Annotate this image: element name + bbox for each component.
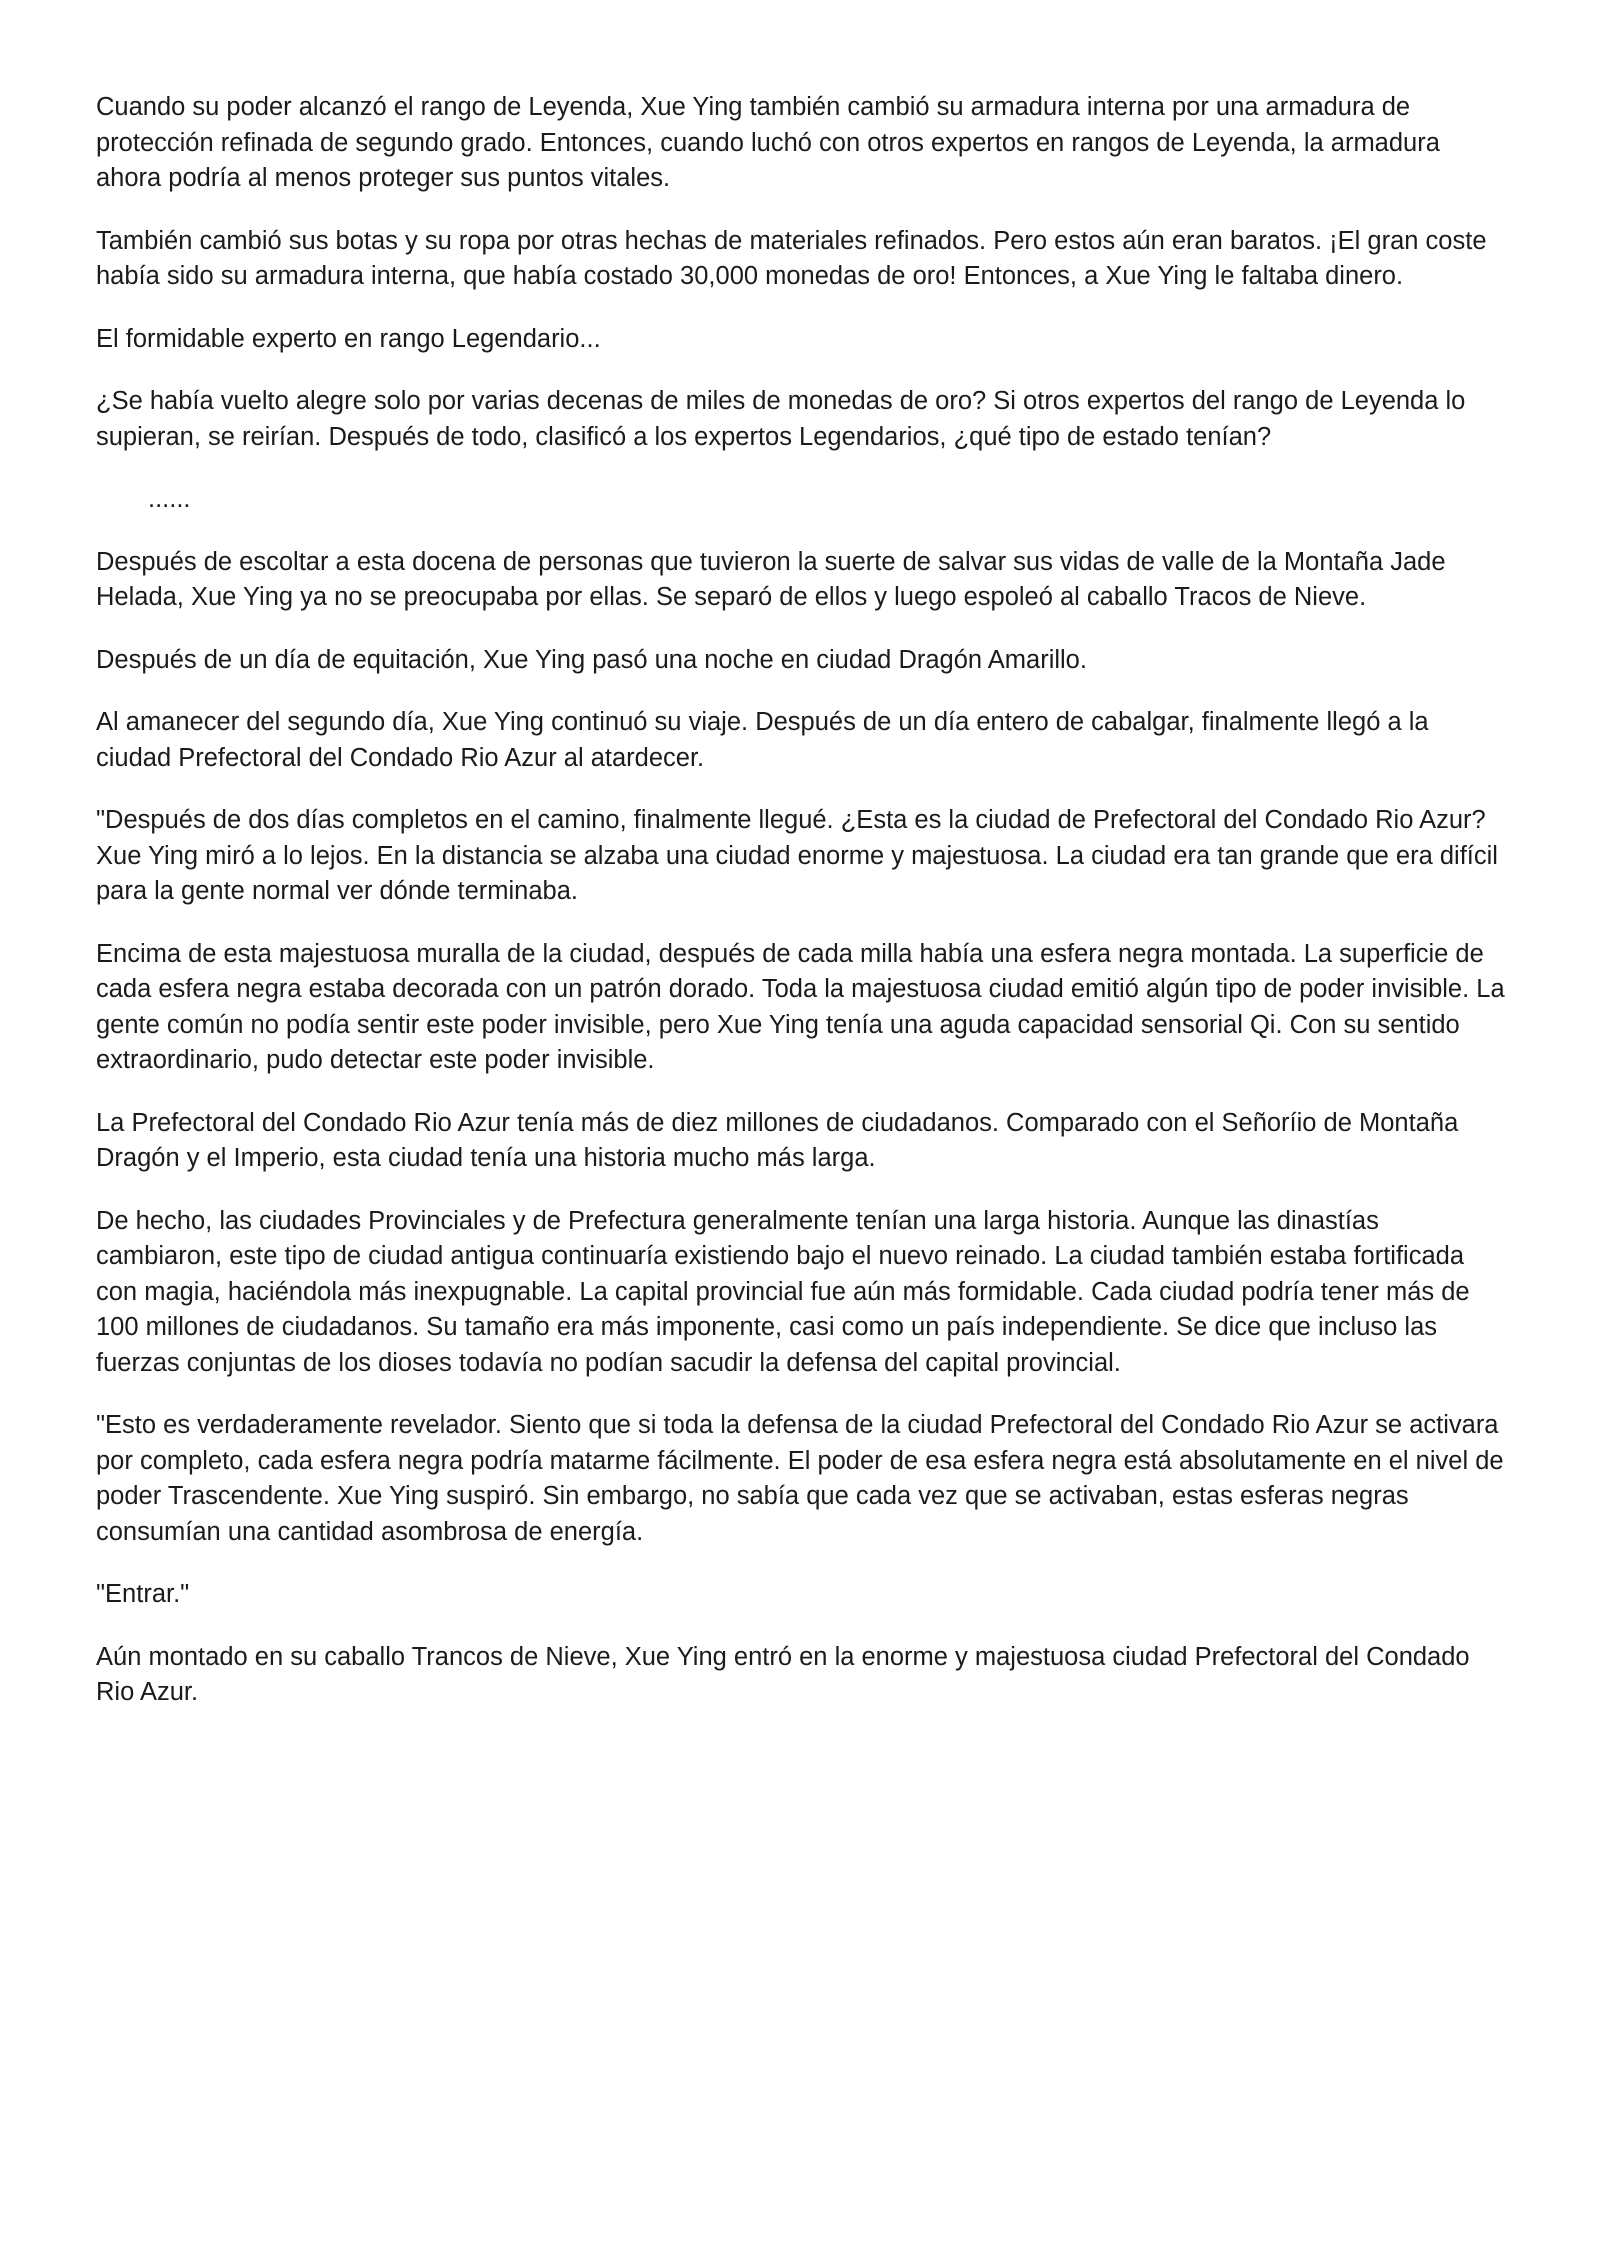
paragraph-10: La Prefectoral del Condado Rio Azur tenía más de diez millones de ciudadanos. Comparado con el Señoríio de Montaña Dragón y el Imperio, esta ciudad tenía una historia mucho más larga. (96, 1108, 1459, 1172)
paragraph-1: Cuando su poder alcanzó el rango de Leyenda, Xue Ying también cambió su armadura interna por una armadura de protección refinada de segundo grado. Entonces, cuando luchó con otros expertos en rangos de Leyenda, la armadura ahora podría al menos proteger sus puntos vitales. (96, 93, 1440, 192)
paragraph-13: "Entrar." (96, 1580, 190, 1608)
paragraph-4: ¿Se había vuelto alegre solo por varias decenas de miles de monedas de oro? Si otros expertos del rango de Leyenda lo supieran, se reirían. Después de todo, clasificó a los expertos Legendarios, ¿qué tipo de estado tenían? (96, 387, 1466, 451)
document-body (96, 90, 1506, 1738)
section-separator: ...... (148, 485, 191, 513)
paragraph-9: Encima de esta majestuosa muralla de la ciudad, después de cada milla había una esfera negra montada. La superficie de cada esfera negra estaba decorada con un patrón dorado. Toda la majestuosa ciudad emitió algún tipo de poder invisible. La gente común no podía sentir este poder invisible, pero Xue Ying tenía una aguda capacidad sensorial Qi. Con su sentido extraordinario, pudo detectar este poder invisible. (96, 939, 1505, 1074)
paragraph-6: Después de un día de equitación, Xue Ying pasó una noche en ciudad Dragón Amarillo. (96, 645, 1087, 674)
paragraph-14: Aún montado en su caballo Trancos de Nieve, Xue Ying entró en la enorme y majestuosa ciudad Prefectoral del Condado Rio Azur. (96, 1642, 1470, 1706)
paragraph-2: También cambió sus botas y su ropa por otras hechas de materiales refinados. Pero estos aún eran baratos. ¡El gran coste había sido su armadura interna, que había costado 30,000 monedas de oro! Entonces, a Xue Ying le faltaba dinero. (96, 226, 1487, 290)
paragraph-3: El formidable experto en rango Legendario... (96, 324, 601, 353)
paragraph-12: "Esto es verdaderamente revelador. Siento que si toda la defensa de la ciudad Prefectoral del Condado Rio Azur se activara por completo, cada esfera negra podría matarme fácilmente. El poder de esa esfera negra está absolutamente en el nivel de poder Trascendente. Xue Ying suspiró. Sin embargo, no sabía que cada vez que se activaban, estas esferas negras consumían una cantidad asombrosa de energía. (96, 1411, 1504, 1546)
paragraph-5: Después de escoltar a esta docena de personas que tuvieron la suerte de salvar sus vidas de valle de la Montaña Jade Helada, Xue Ying ya no se preocupaba por ellas. Se separó de ellos y luego espoleó al caballo Tracos de Nieve. (96, 547, 1446, 611)
paragraph-11: De hecho, las ciudades Provinciales y de Prefectura generalmente tenían una larga historia. Aunque las dinastías cambiaron, este tipo de ciudad antigua continuaría existiendo bajo el nuevo reinado. La ciudad también estaba fortificada con magia, haciéndola más inexpugnable. La capital provincial fue aún más formidable. Cada ciudad podría tener más de 100 millones de ciudadanos. Su tamaño era más imponente, casi como un país independiente. Se dice que incluso las fuerzas conjuntas de los dioses todavía no podían sacudir la defensa del capital provincial. (96, 1206, 1470, 1377)
paragraph-7: Al amanecer del segundo día, Xue Ying continuó su viaje. Después de un día entero de cabalgar, finalmente llegó a la ciudad Prefectoral del Condado Rio Azur al atardecer. (96, 708, 1429, 772)
paragraph-8: "Después de dos días completos en el camino, finalmente llegué. ¿Esta es la ciudad de Prefectoral del Condado Rio Azur? Xue Ying miró a lo lejos. En la distancia se alzaba una ciudad enorme y majestuosa. La ciudad era tan grande que era difícil para la gente normal ver dónde terminaba. (96, 806, 1498, 905)
